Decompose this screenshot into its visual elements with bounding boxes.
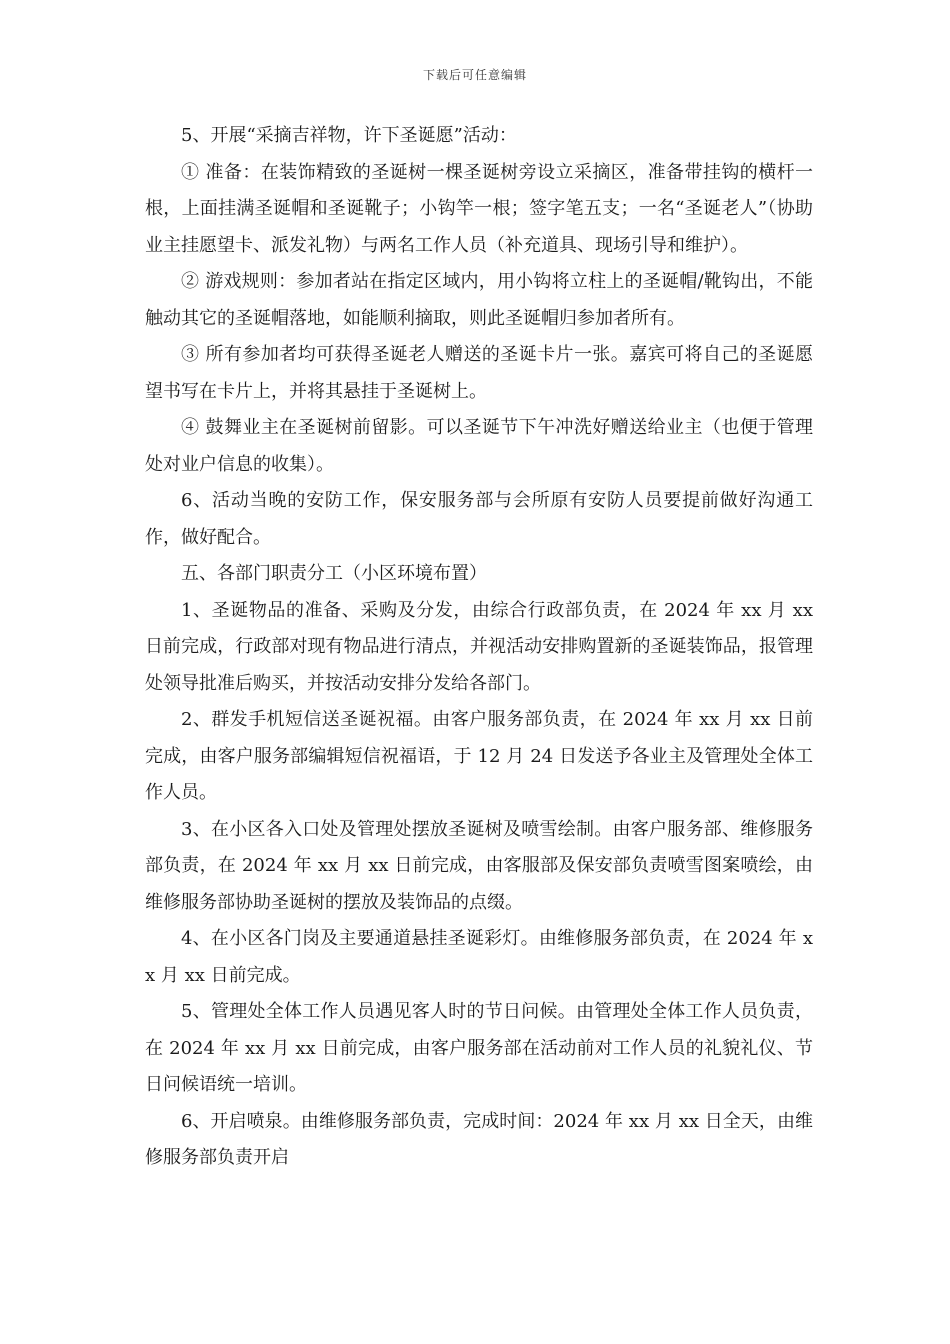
header-note: 下载后可任意编辑 <box>422 68 527 82</box>
paragraph-christmas-card: ③ 所有参加者均可获得圣诞老人赠送的圣诞卡片一张。嘉宾可将自己的圣诞愿望书写在卡片上，并将其悬挂于圣诞树上。 <box>145 344 813 402</box>
section-heading-responsibilities: 五、各部门职责分工（小区环境布置） <box>181 563 487 584</box>
paragraph-duty-5: 5、管理处全体工作人员遇见客人时的节日问候。由管理处全体工作人员负责，在 2024 年 xx 月 xx 日前完成，由客户服务部在活动前对工作人员的礼貌礼仪、节日问候语统一培训。 <box>145 1001 813 1095</box>
paragraph-security: 6、活动当晚的安防工作，保安服务部与会所原有安防人员要提前做好沟通工作，做好配合。 <box>145 490 813 548</box>
paragraph-preparation: ① 准备：在装饰精致的圣诞树一棵圣诞树旁设立采摘区，准备带挂钩的横杆一根，上面挂满圣诞帽和圣诞靴子；小钩竿一根；签字笔五支；一名“圣诞老人”（协助业主挂愿望卡、派发礼物）与两名工作人员（补充道具、现场引导和维护）。 <box>145 161 813 256</box>
paragraph-activity-5: 5、开展“采摘吉祥物，许下圣诞愿”活动： <box>181 125 517 146</box>
paragraph-game-rules: ② 游戏规则：参加者站在指定区域内，用小钩将立柱上的圣诞帽/靴钩出，不能触动其它的圣诞帽落地，如能顺利摘取，则此圣诞帽归参加者所有。 <box>145 271 813 329</box>
paragraph-duty-6: 6、开启喷泉。由维修服务部负责，完成时间：2024 年 xx 月 xx 日全天，由维修服务部负责开启 <box>145 1110 813 1168</box>
paragraph-photo: ④ 鼓舞业主在圣诞树前留影。可以圣诞节下午冲洗好赠送给业主（也便于管理处对业户信息的收集）。 <box>145 417 813 475</box>
paragraph-duty-4: 4、在小区各门岗及主要通道悬挂圣诞彩灯。由维修服务部负责，在 2024 年 xx 月 xx 日前完成。 <box>145 928 813 986</box>
paragraph-duty-2: 2、群发手机短信送圣诞祝福。由客户服务部负责，在 2024 年 xx 月 xx 日前完成，由客户服务部编辑短信祝福语，于 12 月 24 日发送予各业主及管理处全体工作人员。 <box>145 709 813 803</box>
paragraph-duty-1: 1、圣诞物品的准备、采购及分发，由综合行政部负责，在 2024 年 xx 月 xx 日前完成，行政部对现有物品进行清点，并视活动安排购置新的圣诞装饰品，报管理处领导批准后购买，并按活动安排分发给各部门。 <box>145 599 813 694</box>
paragraph-duty-3: 3、在小区各入口处及管理处摆放圣诞树及喷雪绘制。由客户服务部、维修服务部负责，在 2024 年 xx 月 xx 日前完成，由客服部及保安部负责喷雪图案喷绘，由维修服务部协助圣诞树的摆放及装饰品的点缀。 <box>145 818 813 913</box>
document-body <box>145 118 813 1177</box>
